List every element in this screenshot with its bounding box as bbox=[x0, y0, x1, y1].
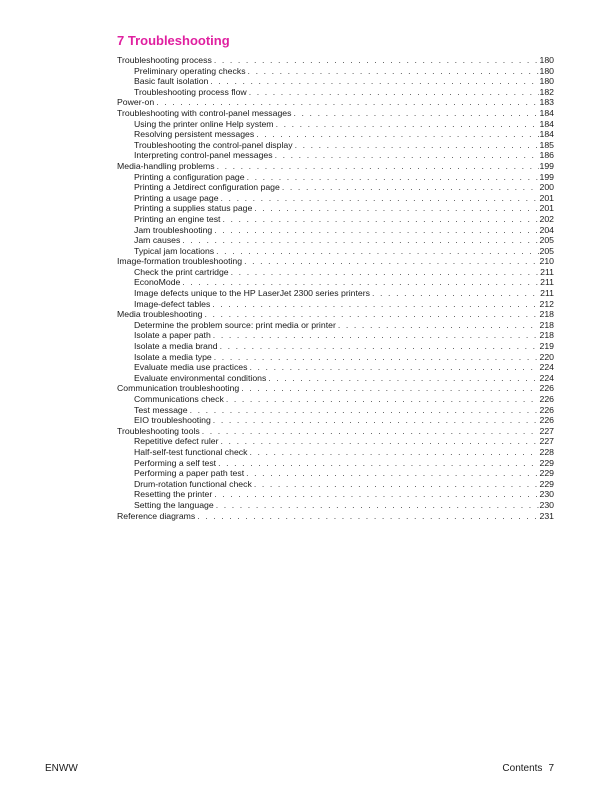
toc-dot-leader bbox=[214, 55, 539, 66]
toc-entry-label: Media troubleshooting bbox=[117, 309, 203, 320]
toc-dot-leader bbox=[268, 373, 538, 384]
toc-entry-page-number: 186 bbox=[539, 150, 554, 161]
toc-dot-leader bbox=[214, 489, 538, 500]
toc-subsection-entry[interactable] bbox=[117, 500, 554, 511]
toc-entry-page-number: 184 bbox=[539, 107, 554, 118]
toc-subsection-entry[interactable] bbox=[117, 405, 554, 416]
toc-dot-leader bbox=[249, 87, 539, 98]
footer-page-number: 7 bbox=[548, 763, 554, 774]
toc-entry-label: Resolving persistent messages bbox=[134, 129, 255, 140]
toc-subsection-entry[interactable] bbox=[117, 76, 554, 87]
toc-entry-page-number: 210 bbox=[539, 256, 554, 267]
toc-subsection-entry[interactable] bbox=[117, 140, 554, 151]
toc-entry-label: Troubleshooting with control-panel messages bbox=[117, 107, 292, 118]
toc-dot-leader bbox=[372, 288, 539, 299]
toc-entry-label: Troubleshooting the control-panel display bbox=[134, 139, 293, 150]
toc-subsection-entry[interactable] bbox=[117, 246, 554, 257]
toc-dot-leader bbox=[218, 458, 538, 469]
toc-entry-page-number: 204 bbox=[539, 224, 554, 235]
toc-dot-leader bbox=[156, 97, 538, 108]
toc-subsection-entry[interactable] bbox=[117, 330, 554, 341]
toc-dot-leader bbox=[220, 341, 539, 352]
toc-entry-page-number: 218 bbox=[539, 330, 554, 341]
toc-dot-leader bbox=[210, 76, 538, 87]
toc-entry-page-number: 218 bbox=[539, 319, 554, 330]
toc-dot-leader bbox=[254, 479, 539, 490]
toc-subsection-entry[interactable] bbox=[117, 447, 554, 458]
toc-entry-page-number: 211 bbox=[540, 288, 554, 299]
toc-entry-page-number: 226 bbox=[539, 383, 554, 394]
toc-dot-leader bbox=[244, 256, 538, 267]
toc-subsection-entry[interactable] bbox=[117, 415, 554, 426]
toc-dot-leader bbox=[231, 267, 539, 278]
toc-subsection-entry[interactable] bbox=[117, 320, 554, 331]
toc-subsection-entry[interactable] bbox=[117, 129, 554, 140]
toc-subsection-entry[interactable] bbox=[117, 468, 554, 479]
toc-subsection-entry[interactable] bbox=[117, 66, 554, 77]
toc-entry-page-number: 184 bbox=[539, 118, 554, 129]
toc-entry-label: Isolate a paper path bbox=[134, 330, 211, 341]
toc-dot-leader bbox=[216, 500, 539, 511]
toc-entry-label: Printing a supplies status page bbox=[134, 203, 253, 214]
toc-entry-page-number: 180 bbox=[539, 55, 554, 65]
toc-entry-label: Jam causes bbox=[134, 235, 181, 246]
toc-subsection-entry[interactable] bbox=[117, 119, 554, 130]
toc-dot-leader bbox=[247, 172, 539, 183]
toc-dot-leader bbox=[213, 415, 539, 426]
toc-entry-page-number: 205 bbox=[539, 235, 554, 246]
toc-entry-label: Image-defect tables bbox=[134, 298, 211, 309]
toc-entry-label: Evaluate media use practices bbox=[134, 362, 248, 373]
toc-entry-page-number: 200 bbox=[539, 182, 554, 193]
toc-entry-page-number: 227 bbox=[539, 436, 554, 447]
toc-entry-page-number: 218 bbox=[539, 309, 554, 320]
toc-dot-leader bbox=[246, 468, 538, 479]
toc-entry-page-number: 212 bbox=[539, 298, 554, 309]
toc-entry-label: Printing a configuration page bbox=[134, 171, 245, 182]
toc-entry-page-number: 226 bbox=[539, 404, 554, 415]
table-of-contents bbox=[117, 55, 554, 521]
toc-entry-label: Determine the problem source: print media or printer bbox=[134, 319, 336, 330]
toc-dot-leader bbox=[214, 352, 539, 363]
footer-left: ENWW bbox=[45, 763, 78, 774]
toc-dot-leader bbox=[226, 394, 539, 405]
toc-entry-label: Printing a Jetdirect configuration page bbox=[134, 182, 280, 193]
toc-entry-label: Troubleshooting process bbox=[117, 55, 212, 65]
toc-entry-page-number: 185 bbox=[539, 139, 554, 150]
toc-subsection-entry[interactable] bbox=[117, 277, 554, 288]
toc-dot-leader bbox=[248, 66, 539, 77]
toc-dot-leader bbox=[197, 511, 538, 522]
toc-dot-leader bbox=[212, 299, 538, 310]
toc-entry-page-number: 220 bbox=[539, 351, 554, 362]
toc-entry-page-number: 224 bbox=[539, 372, 554, 383]
toc-entry-page-number: 211 bbox=[540, 277, 554, 288]
toc-section-entry[interactable] bbox=[117, 383, 554, 394]
toc-entry-label: Image-formation troubleshooting bbox=[117, 256, 243, 267]
toc-entry-label: Communication troubleshooting bbox=[117, 383, 240, 394]
toc-entry-page-number: 226 bbox=[539, 394, 554, 404]
toc-entry-page-number: 230 bbox=[539, 489, 554, 500]
toc-dot-leader bbox=[216, 246, 538, 257]
toc-entry-label: Using the printer online Help system bbox=[134, 118, 274, 129]
toc-subsection-entry[interactable] bbox=[117, 182, 554, 193]
toc-dot-leader bbox=[204, 309, 538, 320]
toc-entry-label: EconoMode bbox=[134, 277, 181, 288]
toc-subsection-entry[interactable] bbox=[117, 394, 554, 405]
toc-dot-leader bbox=[190, 405, 539, 416]
toc-entry-label: Test message bbox=[134, 404, 188, 415]
toc-dot-leader bbox=[222, 214, 538, 225]
toc-entry-label: Printing an engine test bbox=[134, 213, 221, 224]
toc-entry-page-number: 230 bbox=[539, 499, 554, 510]
toc-entry-label: Isolate a media brand bbox=[134, 341, 218, 352]
toc-subsection-entry[interactable] bbox=[117, 172, 554, 183]
toc-entry-page-number: 228 bbox=[539, 446, 554, 457]
toc-entry-page-number: 183 bbox=[539, 97, 554, 108]
toc-section-entry[interactable] bbox=[117, 108, 554, 119]
toc-dot-leader bbox=[213, 330, 539, 341]
toc-section-entry[interactable] bbox=[117, 309, 554, 320]
toc-subsection-entry[interactable] bbox=[117, 267, 554, 278]
toc-dot-leader bbox=[202, 426, 539, 437]
toc-dot-leader bbox=[275, 150, 539, 161]
toc-entry-label: Setting the language bbox=[134, 499, 214, 510]
toc-subsection-entry[interactable] bbox=[117, 341, 554, 352]
toc-dot-leader bbox=[249, 447, 538, 458]
toc-subsection-entry[interactable] bbox=[117, 352, 554, 363]
toc-entry-label: Isolate a media type bbox=[134, 351, 212, 362]
toc-subsection-entry[interactable] bbox=[117, 479, 554, 490]
toc-entry-page-number: 180 bbox=[539, 65, 554, 76]
toc-dot-leader bbox=[182, 277, 539, 288]
toc-subsection-entry[interactable] bbox=[117, 299, 554, 310]
toc-entry-page-number: 182 bbox=[539, 86, 554, 97]
toc-entry-page-number: 180 bbox=[539, 76, 554, 87]
toc-entry-label: Media-handling problems bbox=[117, 160, 215, 171]
toc-entry-label: Jam troubleshooting bbox=[134, 224, 213, 235]
toc-subsection-entry[interactable] bbox=[117, 214, 554, 225]
toc-entry-label: Image defects unique to the HP LaserJet 2300 series printers bbox=[134, 288, 370, 299]
toc-entry-page-number: 219 bbox=[539, 341, 554, 352]
toc-subsection-entry[interactable] bbox=[117, 225, 554, 236]
toc-subsection-entry[interactable] bbox=[117, 458, 554, 469]
toc-entry-page-number: 199 bbox=[539, 171, 554, 182]
chapter-title: 7 Troubleshooting bbox=[117, 33, 230, 48]
toc-entry-label: Preliminary operating checks bbox=[134, 65, 246, 76]
toc-dot-leader bbox=[338, 320, 539, 331]
toc-subsection-entry[interactable] bbox=[117, 489, 554, 500]
toc-entry-page-number: 201 bbox=[539, 192, 554, 203]
toc-entry-label: Evaluate environmental conditions bbox=[134, 372, 267, 383]
toc-entry-label: Communications check bbox=[134, 394, 224, 404]
toc-entry-label: Troubleshooting tools bbox=[117, 425, 200, 436]
footer-section: Contents bbox=[502, 763, 543, 774]
toc-dot-leader bbox=[254, 203, 538, 214]
toc-subsection-entry[interactable] bbox=[117, 288, 554, 299]
toc-dot-leader bbox=[182, 235, 538, 246]
toc-subsection-entry[interactable] bbox=[117, 362, 554, 373]
toc-entry-page-number: 229 bbox=[539, 478, 554, 489]
toc-entry-label: Repetitive defect ruler bbox=[134, 436, 219, 447]
toc-entry-label: Check the print cartridge bbox=[134, 266, 229, 277]
toc-entry-label: Power-on bbox=[117, 97, 155, 108]
toc-entry-label: Troubleshooting process flow bbox=[134, 86, 247, 97]
toc-entry-label: Reference diagrams bbox=[117, 510, 196, 521]
toc-entry-page-number: 229 bbox=[539, 457, 554, 468]
toc-entry-label: Performing a paper path test bbox=[134, 468, 245, 479]
toc-dot-leader bbox=[249, 362, 538, 373]
toc-entry-page-number: 227 bbox=[539, 425, 554, 436]
toc-entry-label: Drum-rotation functional check bbox=[134, 478, 252, 489]
toc-dot-leader bbox=[295, 140, 539, 151]
toc-entry-page-number: 201 bbox=[539, 203, 554, 214]
toc-entry-page-number: 224 bbox=[539, 362, 554, 373]
toc-entry-label: Performing a self test bbox=[134, 457, 217, 468]
toc-entry-page-number: 199 bbox=[539, 160, 554, 171]
toc-dot-leader bbox=[282, 182, 539, 193]
toc-entry-label: Typical jam locations bbox=[134, 245, 215, 256]
toc-section-entry[interactable] bbox=[117, 55, 554, 66]
toc-dot-leader bbox=[217, 161, 539, 172]
toc-dot-leader bbox=[294, 108, 539, 119]
toc-entry-page-number: 231 bbox=[539, 510, 554, 521]
toc-entry-page-number: 229 bbox=[539, 468, 554, 479]
toc-entry-page-number: 202 bbox=[539, 213, 554, 224]
toc-subsection-entry[interactable] bbox=[117, 235, 554, 246]
footer-right bbox=[502, 763, 554, 775]
toc-section-entry[interactable] bbox=[117, 161, 554, 172]
toc-subsection-entry[interactable] bbox=[117, 87, 554, 98]
toc-section-entry[interactable] bbox=[117, 256, 554, 267]
toc-subsection-entry[interactable] bbox=[117, 373, 554, 384]
toc-subsection-entry[interactable] bbox=[117, 150, 554, 161]
toc-subsection-entry[interactable] bbox=[117, 436, 554, 447]
toc-entry-label: EIO troubleshooting bbox=[134, 415, 211, 426]
toc-entry-page-number: 205 bbox=[539, 245, 554, 256]
toc-entry-page-number: 184 bbox=[539, 129, 554, 140]
toc-subsection-entry[interactable] bbox=[117, 203, 554, 214]
toc-section-entry[interactable] bbox=[117, 511, 554, 522]
toc-dot-leader bbox=[221, 193, 539, 204]
toc-entry-label: Resetting the printer bbox=[134, 489, 213, 500]
toc-entry-label: Half-self-test functional check bbox=[134, 446, 248, 457]
toc-dot-leader bbox=[256, 129, 538, 140]
toc-entry-page-number: 211 bbox=[540, 266, 554, 277]
toc-section-entry[interactable] bbox=[117, 97, 554, 108]
toc-entry-label: Basic fault isolation bbox=[134, 76, 209, 87]
toc-subsection-entry[interactable] bbox=[117, 193, 554, 204]
toc-dot-leader bbox=[214, 225, 538, 236]
toc-entry-label: Printing a usage page bbox=[134, 192, 219, 203]
toc-dot-leader bbox=[241, 383, 538, 394]
toc-dot-leader bbox=[221, 436, 539, 447]
toc-dot-leader bbox=[276, 119, 539, 130]
toc-section-entry[interactable] bbox=[117, 426, 554, 437]
toc-entry-page-number: 226 bbox=[539, 415, 554, 426]
toc-entry-label: Interpreting control-panel messages bbox=[134, 150, 273, 161]
